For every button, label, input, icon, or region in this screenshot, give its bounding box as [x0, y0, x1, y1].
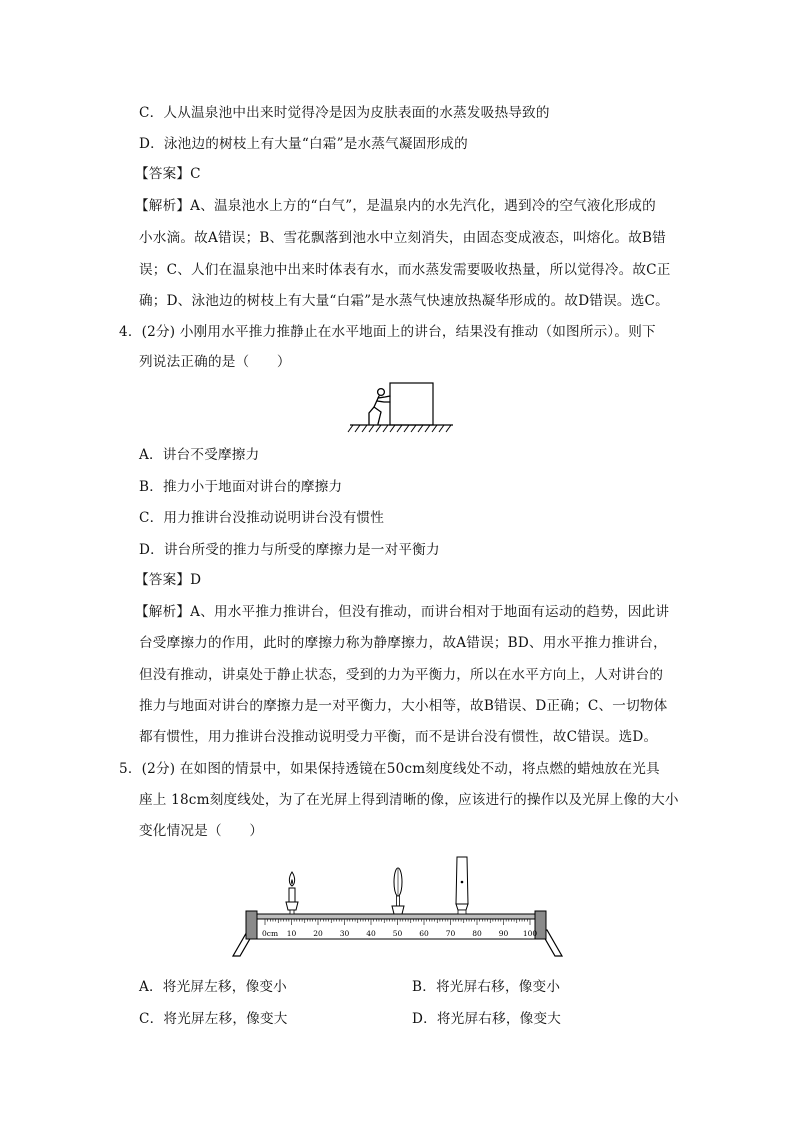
q5-option-c: C．将光屏左移，像变大 [139, 1011, 288, 1027]
q3-option-d: D．泳池边的树枝上有大量“白霜”是水蒸气凝固形成的 [139, 136, 468, 152]
q4-analysis-line: 【解析】A、用水平推力推讲台，但没有推动，而讲台相对于地面有运动的趋势，因此讲 [135, 604, 670, 620]
candle-icon [286, 872, 298, 914]
ruler-label: 40 [366, 929, 376, 938]
q4-option-d: D．讲台所受的推力与所受的摩擦力是一对平衡力 [139, 542, 440, 558]
optical-bench-figure [230, 852, 565, 960]
ruler-label: 20 [313, 929, 323, 938]
q4-analysis-line: 台受摩擦力的作用，此时的摩擦力称为静摩擦力，故A错误；BD、用水平推力推讲台， [139, 635, 667, 651]
q3-analysis-line: 确；D、泳池边的树枝上有大量“白霜”是水蒸气快速放热凝华形成的。故D错误。选C。 [139, 293, 669, 309]
q5-stem-line: 5．(2分) 在如图的情景中，如果保持透镜在50cm刻度线处不动，将点燃的蜡烛放在光具 [119, 761, 660, 777]
q3-option-c: C．人从温泉池中出来时觉得冷是因为皮肤表面的水蒸发吸热导致的 [139, 105, 550, 121]
ruler-label: 10 [286, 929, 297, 938]
q3-analysis-line: 【解析】A、温泉池水上方的“白气”，是温泉内的水先汽化，遇到冷的空气液化形成的 [135, 198, 656, 214]
ruler-label: 100 [522, 929, 538, 938]
ruler-label: 60 [419, 929, 429, 938]
ruler-label: 80 [472, 929, 482, 938]
q4-analysis-line: 但没有推动，讲桌处于静止状态，受到的力为平衡力，所以在水平方向上，人对讲台的 [139, 667, 664, 683]
q4-option-b: B．推力小于地面对讲台的摩擦力 [139, 479, 343, 495]
q4-answer: 【答案】D [135, 572, 202, 588]
ruler-label: 90 [498, 929, 509, 938]
q5-option-b: B．将光屏右移，像变小 [412, 979, 561, 995]
q4-stem-line: 列说法正确的是（ ） [139, 354, 291, 370]
q5-option-a: A．将光屏左移，像变小 [139, 979, 287, 995]
ruler-label: 30 [339, 929, 350, 938]
q5-stem-line: 变化情况是（ ） [139, 823, 264, 839]
push-desk-figure [345, 380, 457, 436]
ruler-label: 0cm [262, 929, 279, 938]
q5-stem-line: 座上 18cm刻度线处，为了在光屏上得到清晰的像，应该进行的操作以及光屏上像的大小 [139, 792, 679, 808]
q4-option-a: A．讲台不受摩擦力 [139, 447, 260, 463]
light-screen-icon [456, 857, 468, 914]
bench-end-left [246, 911, 257, 939]
bench-rail [257, 914, 535, 919]
q3-answer: 【答案】C [135, 166, 201, 182]
ruler-label: 70 [445, 929, 456, 938]
ruler-label: 50 [392, 929, 403, 938]
q4-stem-line: 4．(2分) 小刚用水平推力推静止在水平地面上的讲台，结果没有推动（如图所示）。则下 [119, 324, 656, 340]
q3-analysis-line: 误；C、人们在温泉池中出来时体表有水，而水蒸发需要吸收热量，所以觉得冷。故C正 [139, 262, 671, 278]
q4-analysis-line: 推力与地面对讲台的摩擦力是一对平衡力，大小相等，故B错误、D正确；C、一切物体 [139, 698, 668, 714]
lens-icon [392, 868, 404, 914]
q5-option-d: D．将光屏右移，像变大 [412, 1011, 562, 1027]
q4-analysis-line: 都有惯性，用力推讲台没推动说明受力平衡，而不是讲台没有惯性，故C错误。选D。 [139, 729, 658, 745]
q4-option-c: C．用力推讲台没推动说明讲台没有惯性 [139, 510, 385, 526]
q3-analysis-line: 小水滴。故A错误；B、雪花飘落到池水中立刻消失，由固态变成液态，叫熔化。故B错 [139, 230, 666, 246]
